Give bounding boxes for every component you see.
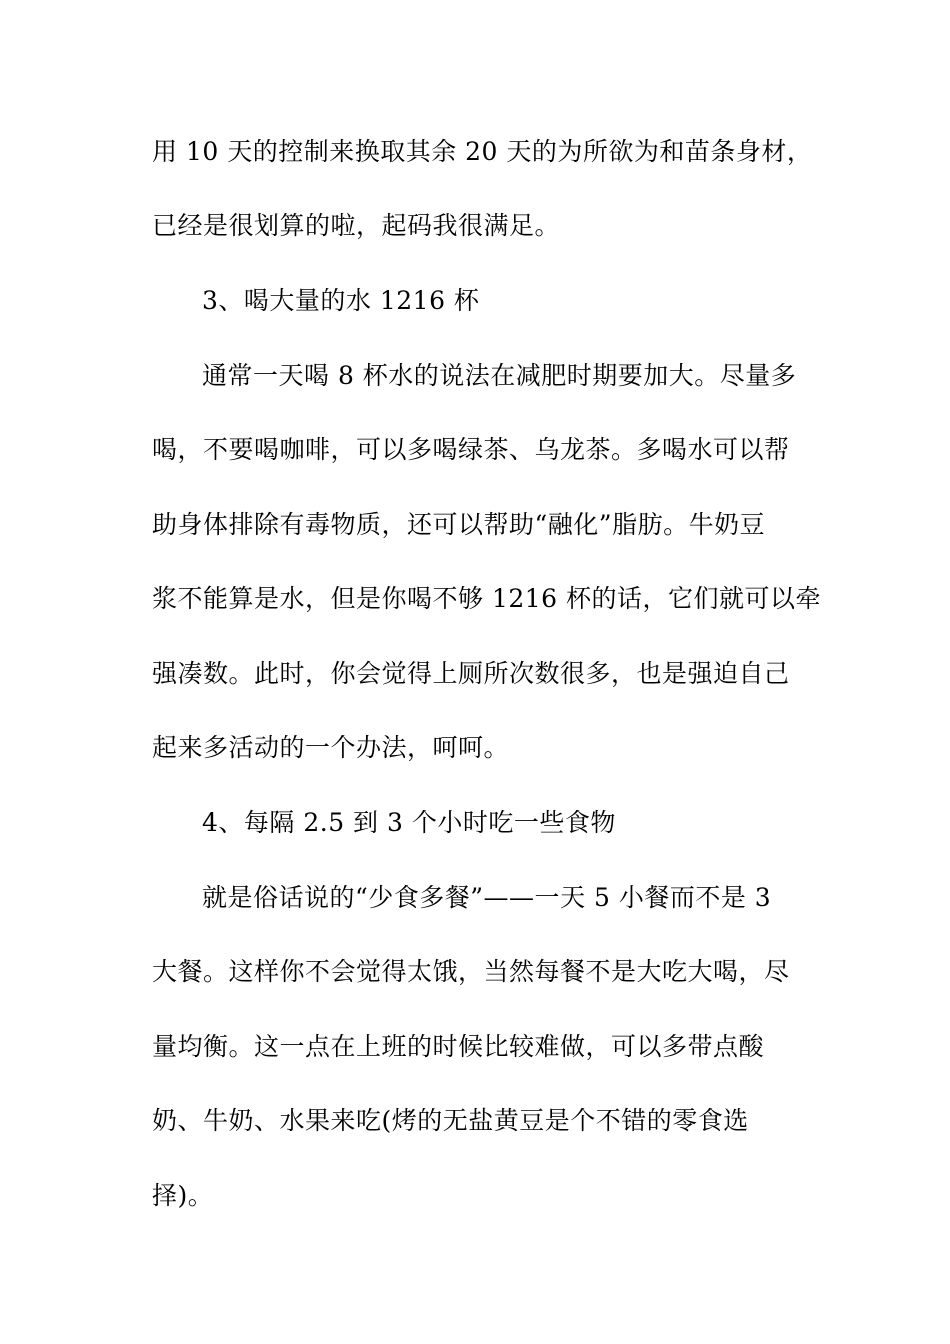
- text-line-8: 强凑数。此时，你会觉得上厕所次数很多，也是强迫自己: [152, 659, 790, 688]
- text-line-6: 助身体排除有毒物质，还可以帮助“融化”脂肪。牛奶豆: [152, 510, 766, 539]
- section-heading-3: 3、喝大量的水 1216 杯: [202, 286, 480, 315]
- text-line-12: 大餐。这样你不会觉得太饿，当然每餐不是大吃大喝，尽: [152, 957, 790, 986]
- text-line-14: 奶、牛奶、水果来吃(烤的无盐黄豆是个不错的零食选: [152, 1106, 749, 1135]
- text-line-5: 喝，不要喝咖啡，可以多喝绿茶、乌龙茶。多喝水可以帮: [152, 435, 790, 464]
- text-line-9: 起来多活动的一个办法，呵呵。: [152, 733, 510, 762]
- text-line-11: 就是俗话说的“少食多餐”——一天 5 小餐而不是 3: [202, 883, 772, 912]
- section-heading-4: 4、每隔 2.5 到 3 个小时吃一些食物: [202, 808, 616, 837]
- text-line-13: 量均衡。这一点在上班的时候比较难做，可以多带点酸: [152, 1032, 765, 1061]
- text-line-2: 已经是很划算的啦，起码我很满足。: [152, 211, 561, 240]
- text-line-1: 用 10 天的控制来换取其余 20 天的为所欲为和苗条身材，: [152, 137, 813, 166]
- text-line-7: 浆不能算是水，但是你喝不够 1216 杯的话，它们就可以牵: [152, 584, 822, 613]
- text-line-15: 择)。: [152, 1181, 214, 1210]
- text-line-4: 通常一天喝 8 杯水的说法在减肥时期要加大。尽量多: [202, 361, 797, 390]
